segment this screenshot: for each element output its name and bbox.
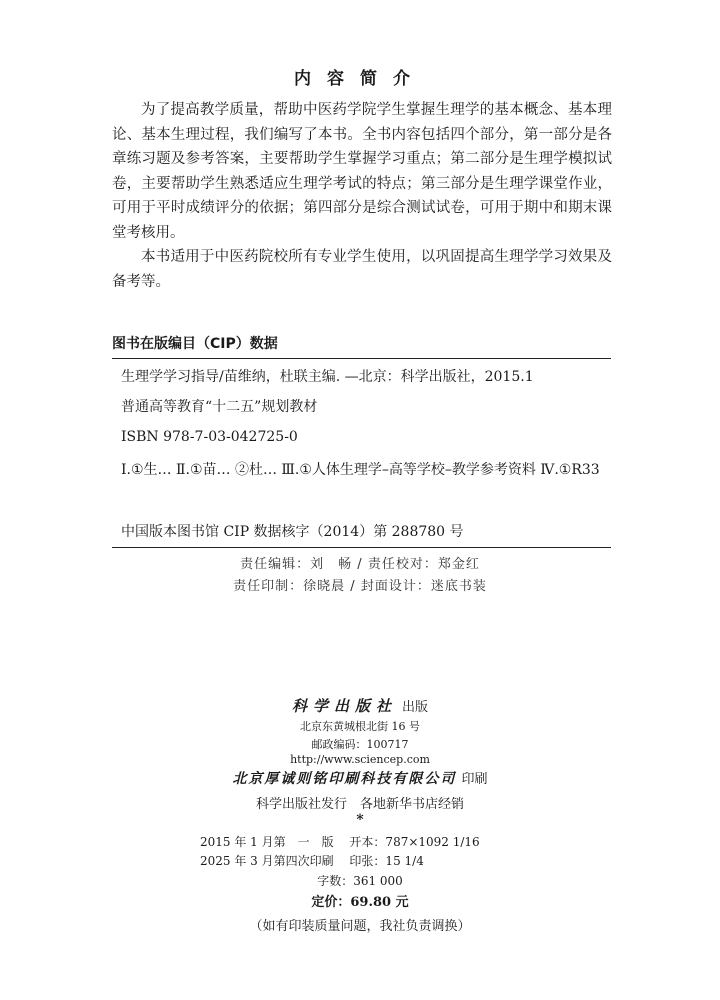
printing-line: 2025 年 3 月第四次印刷 印张：15 1/4 — [200, 854, 424, 868]
separator-star: * — [356, 812, 364, 828]
printer-suffix: 印刷 — [461, 772, 488, 787]
word-count: 字数：361 000 — [317, 874, 403, 888]
intro-body — [112, 98, 612, 294]
cip-record-line: 中国版本图书馆 CIP 数据核字（2014）第 288780 号 — [121, 524, 464, 540]
publisher-postcode: 邮政编码：100717 — [311, 738, 409, 751]
distribution-line: 科学出版社发行 各地新华书店经销 — [255, 797, 464, 812]
production-credits: 责任印制：徐晓晨 / 封面设计：迷底书装 — [233, 579, 487, 594]
page-title: 内容简介 — [294, 69, 426, 89]
publisher-suffix: 出版 — [402, 700, 429, 715]
printer-line — [0, 768, 720, 788]
publisher-address: 北京东黄城根北街 16 号 — [300, 720, 420, 733]
intro-paragraph-1: 为了提高教学质量，帮助中医药学院学生掌握生理学的基本概念、基本理论、基本生理过程，我们编写了本书。全书内容包括四个部分，第一部分是各章练习题及参考答案，主要帮助学生掌握学习重点；第二部分是生理学模拟试卷，主要帮助学生熟悉适应生理学考试的特点；第三部分是生理学课堂作业，可用于平时成绩评分的依据；第四部分是综合测试试卷，可用于期中和期末课堂考核用。 — [112, 102, 612, 241]
cip-heading: 图书在版编目（CIP）数据 — [112, 336, 278, 352]
cip-top-rule — [112, 358, 611, 359]
intro-paragraph-2: 本书适用于中医药院校所有专业学生使用，以巩固提高生理学学习效果及备考等。 — [112, 249, 612, 290]
edition-line: 2015 年 1 月第 一 版 开本：787×1092 1/16 — [200, 835, 480, 849]
editor-credits: 责任编辑：刘 畅 / 责任校对：郑金红 — [240, 557, 480, 572]
cip-title-line: 生理学学习指导/苗维纳，杜联主编. —北京：科学出版社，2015.1 — [121, 369, 534, 385]
cip-classification-line: Ⅰ.①生… Ⅱ.①苗… ②杜… Ⅲ.①人体生理学–高等学校–教学参考资料 Ⅳ.①R33 — [121, 462, 600, 478]
printer-name: 北京厚诚则铭印刷科技有限公司 — [232, 771, 457, 787]
publisher-name: 科学出版社 — [291, 697, 397, 715]
price: 定价：69.80 元 — [311, 895, 409, 910]
quality-notice: （如有印装质量问题，我社负责调换） — [249, 919, 471, 934]
publisher-url: http://www.sciencep.com — [290, 753, 430, 766]
cip-bottom-rule — [112, 547, 611, 548]
cip-series-line: 普通高等教育“十二五”规划教材 — [121, 399, 318, 415]
publisher-line — [0, 695, 720, 716]
cip-isbn-line: ISBN 978-7-03-042725-0 — [121, 429, 298, 445]
